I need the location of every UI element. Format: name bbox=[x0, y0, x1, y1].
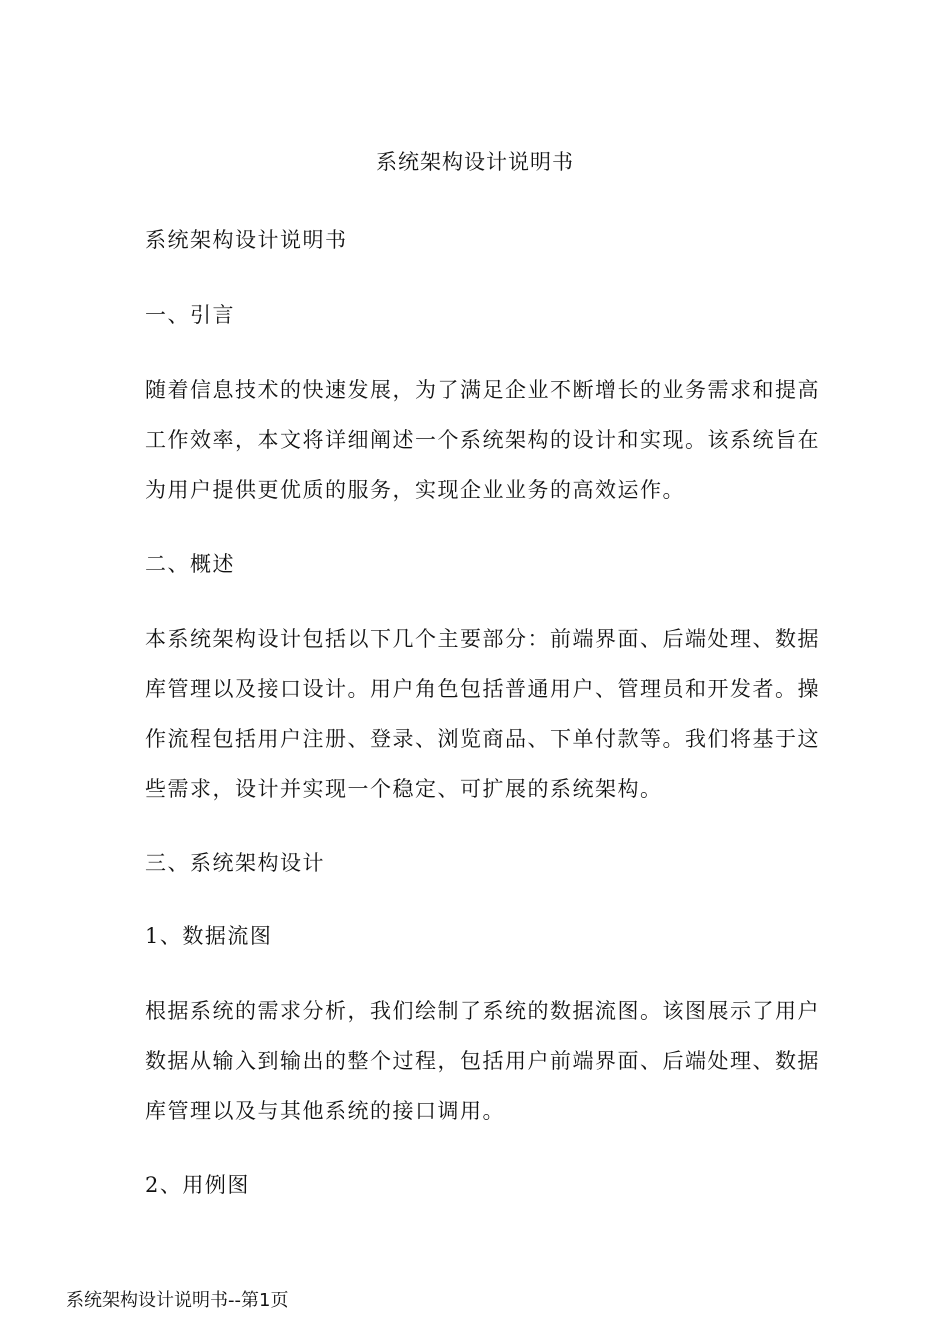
section-heading-overview: 二、概述 bbox=[145, 552, 235, 576]
paragraph-line: 数据从输入到输出的整个过程，包括用户前端界面、后端处理、数据 bbox=[145, 1049, 820, 1073]
paragraph-line: 库管理以及与其他系统的接口调用。 bbox=[145, 1099, 505, 1123]
paragraph-line: 些需求，设计并实现一个稳定、可扩展的系统架构。 bbox=[145, 777, 663, 801]
paragraph-line: 工作效率，本文将详细阐述一个系统架构的设计和实现。该系统旨在 bbox=[145, 428, 820, 452]
page-title: 系统架构设计说明书 bbox=[376, 150, 574, 174]
paragraph-line: 随着信息技术的快速发展，为了满足企业不断增长的业务需求和提高 bbox=[145, 378, 820, 402]
paragraph-line: 作流程包括用户注册、登录、浏览商品、下单付款等。我们将基于这 bbox=[145, 727, 820, 751]
section-heading-design: 三、系统架构设计 bbox=[145, 851, 325, 875]
paragraph-line: 本系统架构设计包括以下几个主要部分：前端界面、后端处理、数据 bbox=[145, 627, 820, 651]
paragraph-line: 库管理以及接口设计。用户角色包括普通用户、管理员和开发者。操 bbox=[145, 677, 820, 701]
section-heading-intro: 一、引言 bbox=[145, 303, 235, 327]
page-footer: 系统架构设计说明书--第1页 bbox=[66, 1290, 289, 1311]
subsection-heading-dfd: 1、数据流图 bbox=[145, 924, 273, 948]
document-subtitle: 系统架构设计说明书 bbox=[145, 228, 348, 252]
paragraph-line: 根据系统的需求分析，我们绘制了系统的数据流图。该图展示了用户 bbox=[145, 999, 820, 1023]
subsection-heading-usecase: 2、用例图 bbox=[145, 1173, 250, 1197]
paragraph-line: 为用户提供更优质的服务，实现企业业务的高效运作。 bbox=[145, 478, 685, 502]
